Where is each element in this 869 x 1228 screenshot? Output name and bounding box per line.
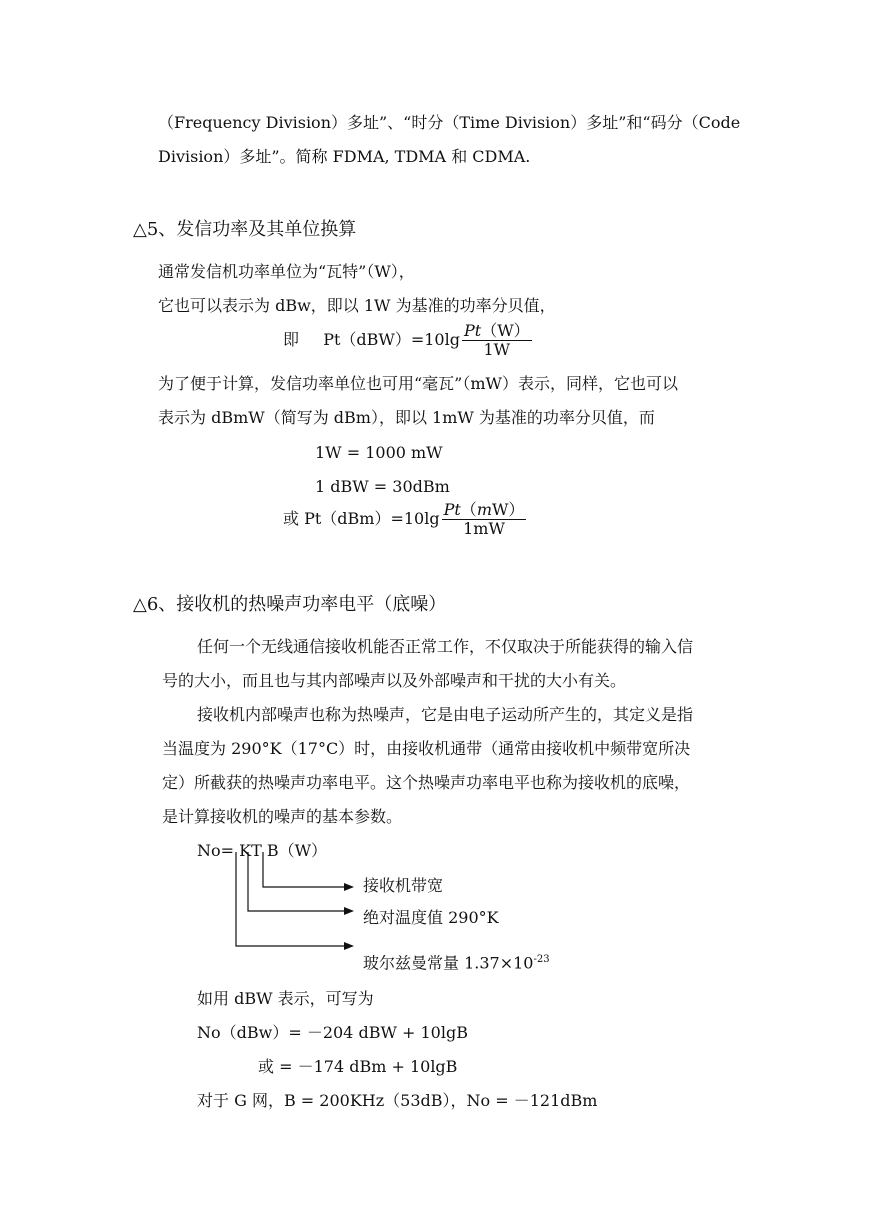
arrowhead-bandwidth bbox=[344, 883, 354, 891]
intro-line-1: （Frequency Division）多址”、“时分（Time Division）多址”和“码分（Code bbox=[158, 113, 741, 132]
formula-dbw-denominator: 1W bbox=[483, 340, 511, 359]
formula-dbm-unit-close: W） bbox=[491, 500, 525, 519]
label-boltzmann-base: 玻尔兹曼常量 1.37×10 bbox=[363, 953, 534, 973]
section-6-para-2-line-1: 接收机内部噪声也称为热噪声，它是由电子运动所产生的，其定义是指 bbox=[197, 705, 694, 724]
arrowhead-temperature bbox=[344, 907, 354, 915]
section-5-heading: △5、发信功率及其单位换算 bbox=[133, 219, 357, 240]
section-6-para-2-line-3: 定）所截获的热噪声功率电平。这个热噪声功率电平也称为接收机的底噪， bbox=[162, 773, 691, 792]
label-boltzmann-exponent: -23 bbox=[533, 954, 550, 965]
formula-dbw-lhs: Pt（dBW）=10lg bbox=[323, 330, 460, 349]
formula-dbm-unit-italic: m bbox=[476, 500, 492, 519]
label-bandwidth: 接收机带宽 bbox=[363, 876, 444, 895]
label-temperature: 绝对温度值 290°K bbox=[363, 908, 499, 927]
equation-w-mw: 1W = 1000 mW bbox=[315, 443, 443, 462]
section-6-para-1-line-2: 号的大小，而且也与其内部噪声以及外部噪声和干扰的大小有关。 bbox=[162, 671, 627, 690]
arrowhead-boltzmann bbox=[344, 942, 354, 950]
formula-dbw-prefix: 即 bbox=[283, 330, 300, 349]
equation-dbw-dbm: 1 dBW = 30dBm bbox=[315, 477, 450, 496]
section-6-para-1-line-1: 任何一个无线通信接收机能否正常工作，不仅取决于所能获得的输入信 bbox=[197, 637, 694, 656]
formula-dbm-denominator: 1mW bbox=[463, 519, 505, 538]
intro-line-2: Division）多址”。简称 FDMA, TDMA 和 CDMA. bbox=[158, 147, 531, 166]
label-boltzmann bbox=[363, 950, 550, 973]
dbw-intro: 如用 dBW 表示，可写为 bbox=[197, 989, 374, 1008]
formula-dbm-fraction bbox=[442, 501, 527, 538]
formula-dbw-numerator-unit: （W） bbox=[481, 321, 530, 340]
section-6-para-2-line-2: 当温度为 290°K（17°C）时，由接收机通带（通常由接收机中频带宽所决 bbox=[162, 739, 691, 758]
formula-dbm-numerator-var: Pt bbox=[443, 500, 461, 519]
formula-dbw-fraction bbox=[462, 322, 532, 359]
equation-no-dbm: 或 = －174 dBm + 10lgB bbox=[258, 1057, 458, 1076]
noise-formula: No= KT B（W） bbox=[197, 841, 328, 860]
section-5-para-4: 表示为 dBmW（简写为 dBm），即以 1mW 为基准的功率分贝值，而 bbox=[158, 408, 655, 427]
equation-no-dbw: No（dBw）= －204 dBW + 10lgB bbox=[197, 1023, 468, 1042]
section-5-para-2: 它也可以表示为 dBw，即以 1W 为基准的功率分贝值， bbox=[158, 296, 556, 315]
formula-dbw-numerator-var: Pt bbox=[463, 321, 482, 340]
formula-dbm-unit-open: （ bbox=[460, 500, 477, 519]
formula-dbm-lhs: 或 Pt（dBm）=10lg bbox=[283, 509, 440, 528]
arrow-boltzmann bbox=[236, 852, 346, 946]
section-6-heading: △6、接收机的热噪声功率电平（底噪） bbox=[133, 594, 447, 615]
equation-g-network: 对于 G 网，B = 200KHz（53dB），No = －121dBm bbox=[197, 1091, 598, 1110]
section-5-para-1: 通常发信机功率单位为“瓦特”（W）， bbox=[158, 262, 415, 281]
formula-dbw bbox=[283, 322, 532, 359]
section-5-para-3: 为了便于计算，发信功率单位也可用“毫瓦”（mW）表示，同样，它也可以 bbox=[158, 374, 678, 393]
section-6-para-2-line-4: 是计算接收机的噪声的基本参数。 bbox=[162, 807, 403, 826]
formula-dbm bbox=[283, 501, 526, 538]
